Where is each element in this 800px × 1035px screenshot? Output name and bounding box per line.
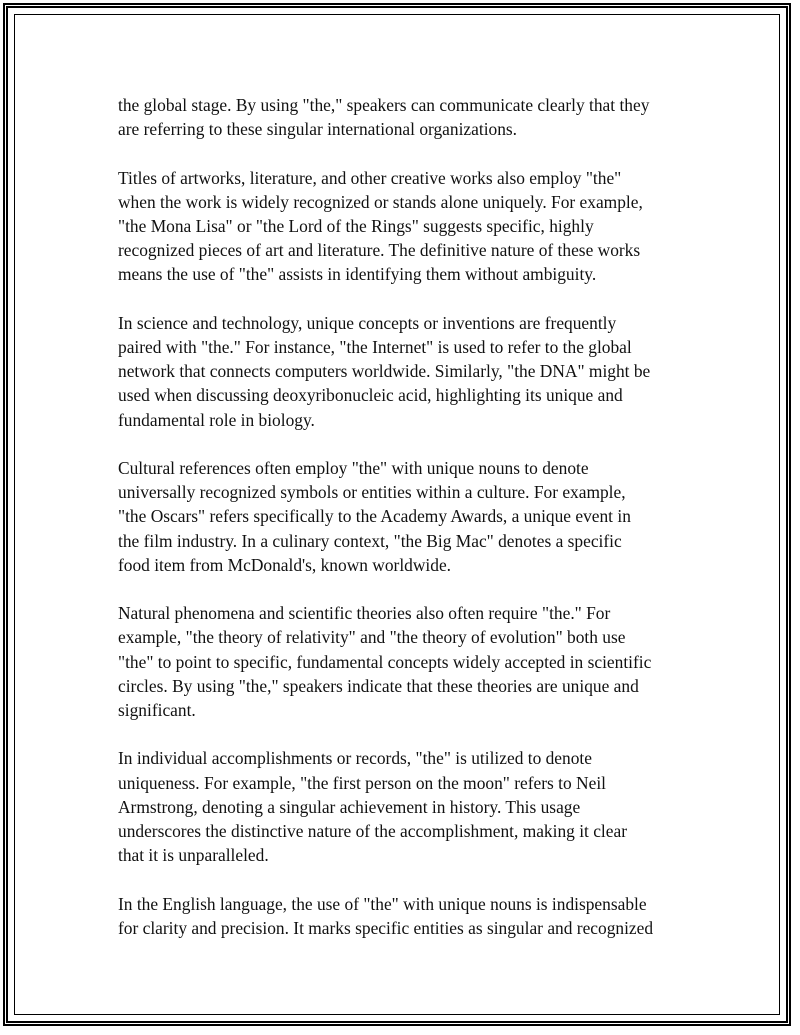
paragraph-7 (118, 892, 688, 940)
document-body (118, 93, 688, 964)
text-line: paired with "the." For instance, "the Internet" is used to refer to the global (118, 337, 632, 357)
text-line: circles. By using "the," speakers indicate that these theories are unique and (118, 675, 639, 696)
paragraph-1 (118, 93, 688, 141)
text-line: food item from McDonald's, known worldwide. (118, 554, 452, 575)
text-line: that it is unparalleled. (118, 845, 269, 866)
paragraph-3 (118, 311, 688, 432)
text-line: when the work is widely recognized or stands alone uniquely. For example, (118, 191, 643, 212)
paragraph-6 (118, 746, 688, 867)
paragraph-2 (118, 166, 688, 287)
text-line: for clarity and precision. It marks specific entities as singular and recognized (118, 917, 654, 938)
text-line: are referring to these singular international organizations. (118, 119, 518, 140)
text-line: recognized pieces of art and literature. The definitive nature of these works (118, 240, 641, 261)
text-line: universally recognized symbols or entities within a culture. For example, (118, 482, 626, 503)
text-line: used when discussing deoxyribonucleic acid, highlighting its unique and (118, 385, 623, 406)
text-line: significant. (118, 700, 196, 721)
text-line: underscores the distinctive nature of the accomplishment, making it clear (118, 821, 627, 842)
text-line: "the" to point to specific, fundamental concepts widely accepted in scientific (118, 651, 652, 672)
text-line: In science and technology, unique concepts or inventions are frequently (118, 312, 617, 333)
text-line: means the use of "the" assists in identifying them without ambiguity. (118, 264, 597, 285)
text-line: the film industry. In a culinary context, "the Big Mac" denotes a specific (118, 530, 622, 551)
text-line: "the Oscars" refers specifically to the Academy Awards, a unique event in (118, 506, 631, 527)
text-line: network that connects computers worldwide. Similarly, "the DNA" might be (118, 361, 651, 382)
text-line: example, "the theory of relativity" and "the theory of evolution" both use (118, 627, 626, 648)
text-line: In the English language, the use of "the" with unique nouns is indispensable (118, 893, 647, 914)
text-line: Titles of artworks, literature, and other creative works also employ "the" (118, 167, 622, 188)
text-line: the global stage. By using "the," speakers can communicate clearly that they (118, 95, 650, 115)
paragraph-5 (118, 601, 688, 722)
text-line: Armstrong, denoting a singular achievement in history. This usage (118, 796, 581, 817)
text-line: uniqueness. For example, "the first person on the moon" refers to Neil (118, 772, 606, 793)
paragraph-4 (118, 456, 688, 577)
text-line: Cultural references often employ "the" with unique nouns to denote (118, 458, 589, 478)
text-line: In individual accomplishments or records, "the" is utilized to denote (118, 748, 592, 769)
text-line: fundamental role in biology. (118, 409, 315, 430)
text-line: "the Mona Lisa" or "the Lord of the Rings" suggests specific, highly (118, 216, 594, 236)
text-line: Natural phenomena and scientific theories also often require "the." For (118, 603, 611, 624)
